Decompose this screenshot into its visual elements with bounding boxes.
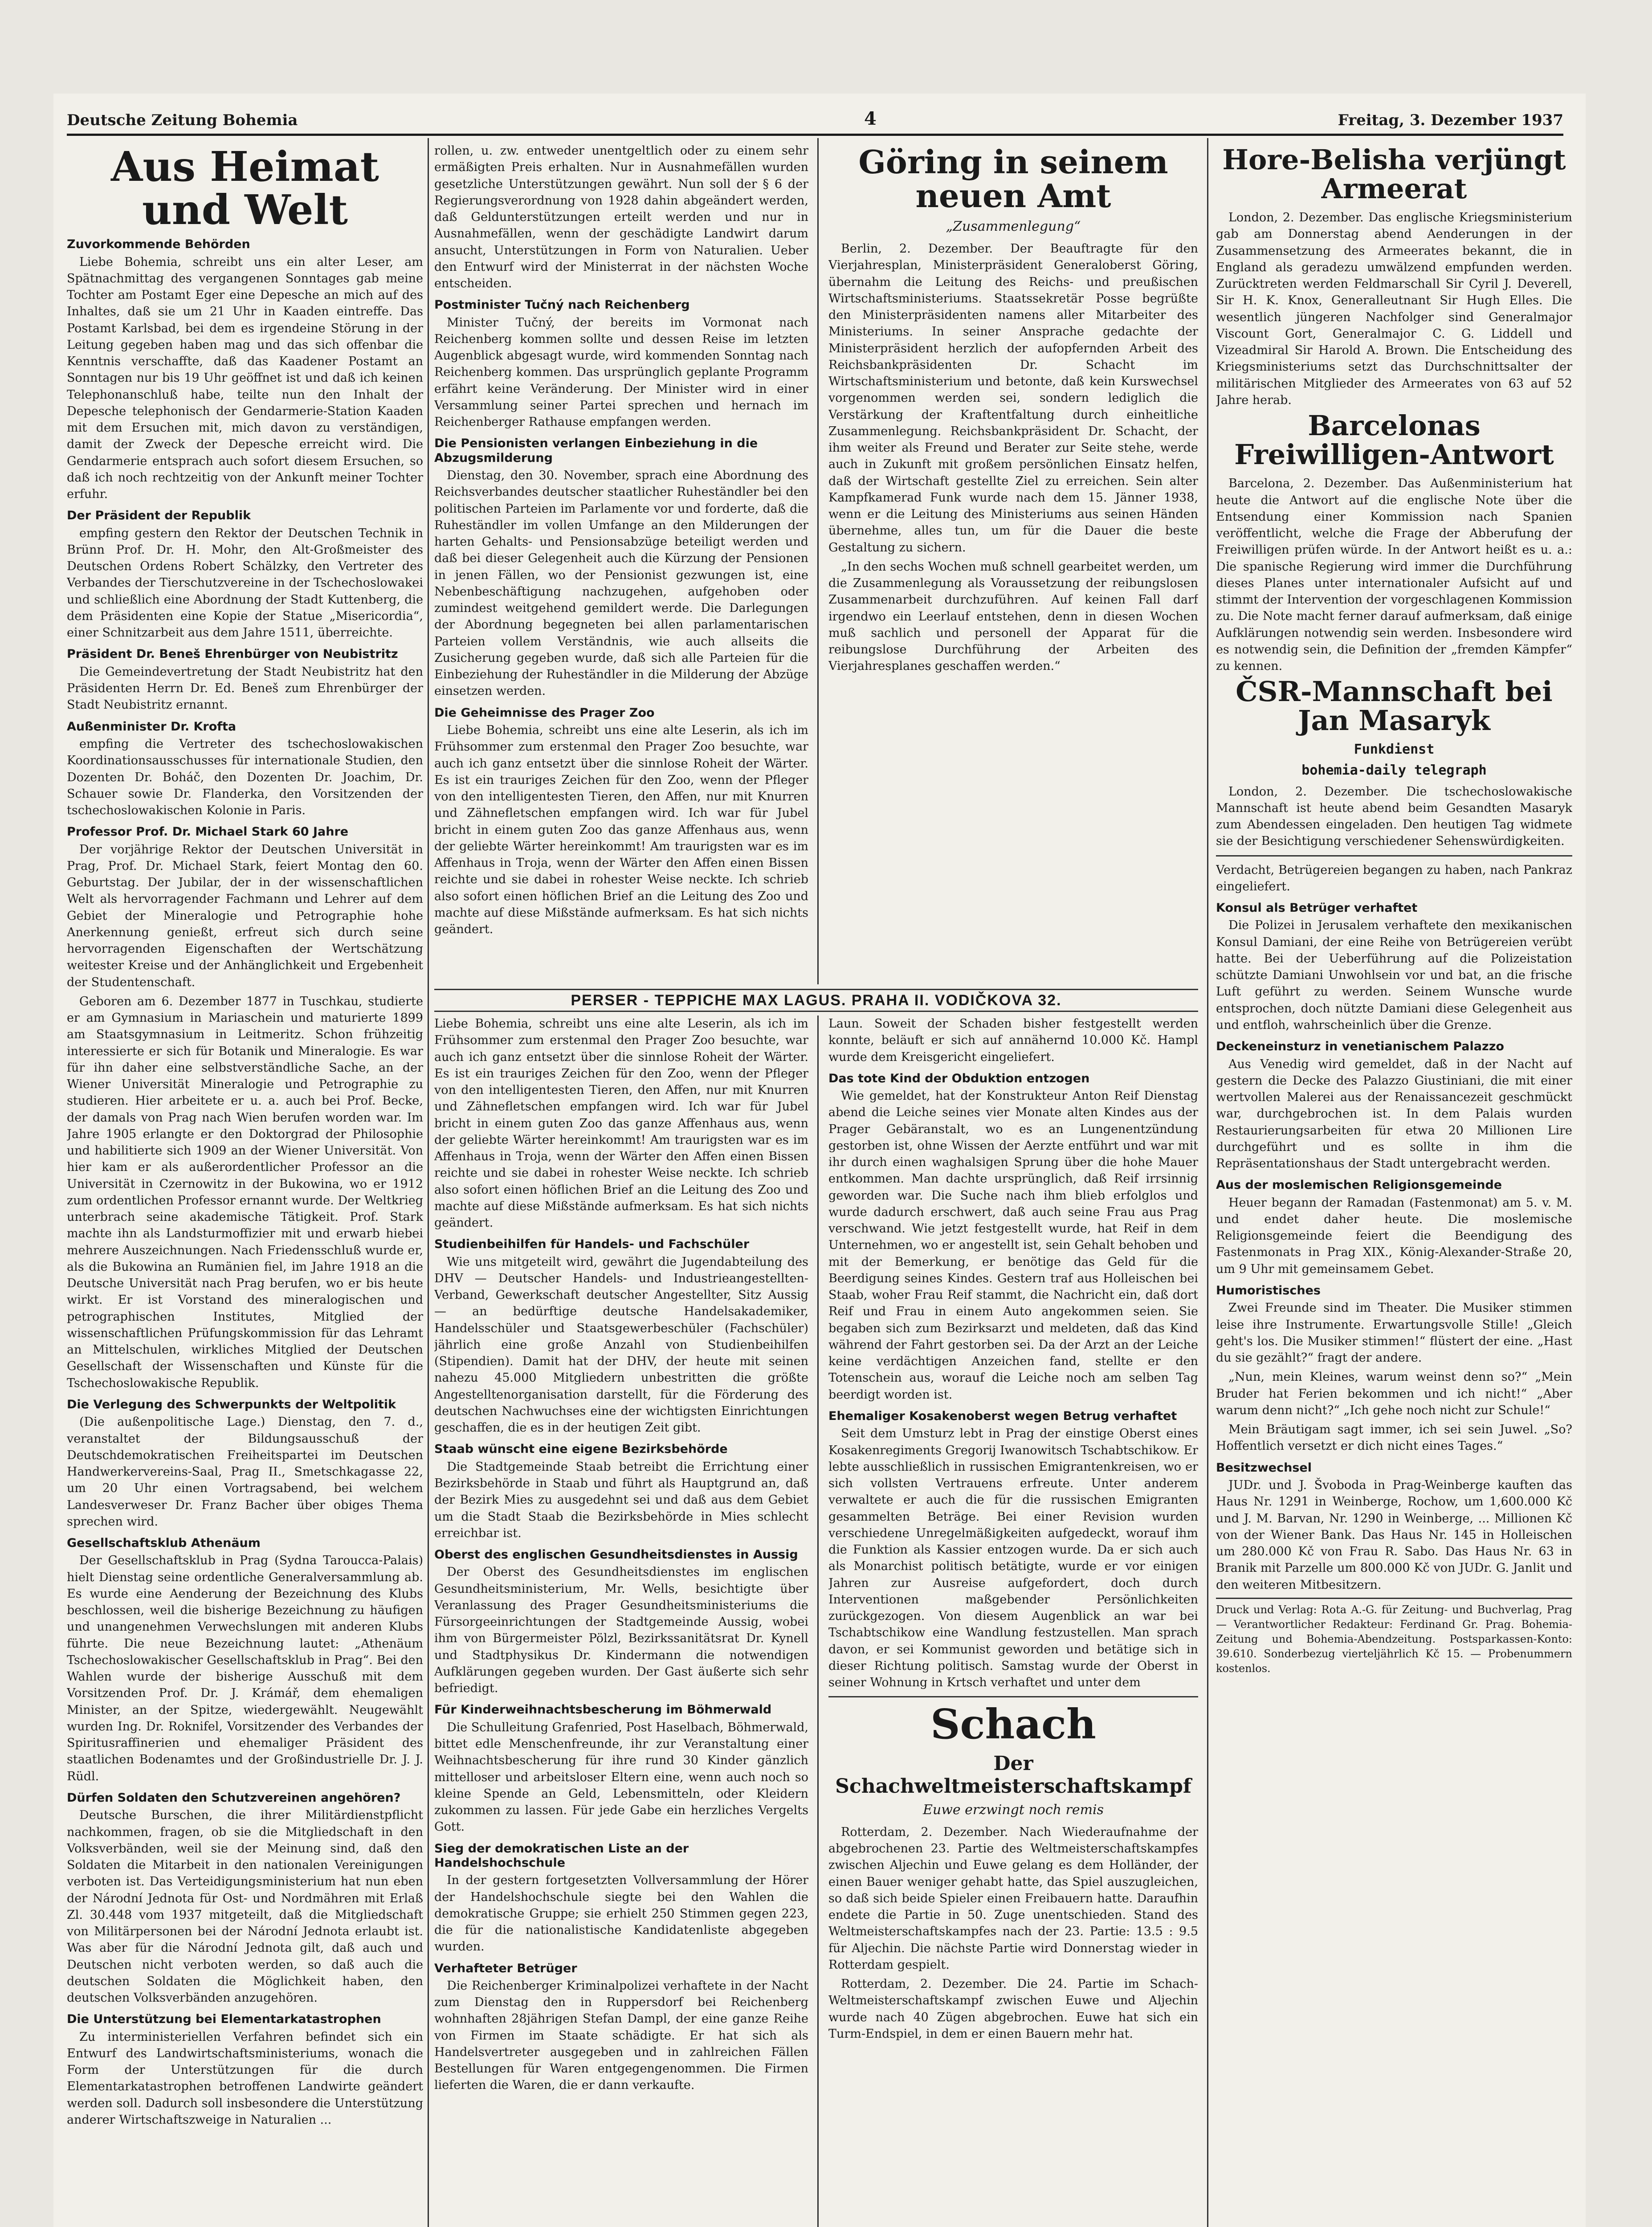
article-text: Der Oberst des Gesundheitsdienstes im englischen Gesundheitsministerium, Mr. Wells, besichtigte über Veranlassung des Prager Gesundheitsministeriums die Fürsorgeeinrichtungen der Stadtgemeinde Aussig, wobei ihm von Bürgermeister Pölzl, Bezirkssanitätsrat Dr. Kynell und Stadtphysikus Dr. Kindermann die notwendigen Aufklärungen gegeben wurden. Der Gast äußerte sich sehr befriedigt. (434, 1565, 808, 1696)
article-heading: Gesellschaftsklub Athenäum (67, 1536, 261, 1550)
article-text: Mein Bräutigam sagt immer, ich sei sein Juwel. „So? Hoffentlich versetzt er dich nicht eines Tages.“ (1216, 1423, 1572, 1453)
section-divider (1216, 855, 1572, 857)
article-heading: Verhafteter Betrüger (434, 1961, 577, 1975)
article-heading: Aus der moslemischen Religionsgemeinde (1216, 1178, 1502, 1192)
article-heading: Ehemaliger Kosakenoberst wegen Betrug verhaftet (828, 1409, 1177, 1423)
article-heading: Für Kinderweihnachtsbescherung im Böhmerwald (434, 1703, 772, 1717)
article-heading: Die Geheimnisse des Prager Zoo (434, 706, 655, 720)
section-divider (828, 1696, 1198, 1697)
article-heading: Der Präsident der Republik (67, 509, 251, 523)
article-title: Göring in seinem neuen Amt (858, 143, 1168, 215)
article-text: Wie gemeldet, hat der Konstrukteur Anton Reif Dienstag abend die Leiche seines vier Monate alten Kindes aus der Prager Gebäranstalt, wo es an Lungenentzündung gestorben ist, ohne Wissen der Aerzte entführt und war mit ihr durch einen waghalsigen Sprung über die hohe Mauer entkommen. Man dachte ursprünglich, daß Reif irrsinnig geworden war. Die Suche nach ihm blieb erfolglos und wurde dadurch erschwert, daß auch seine Frau aus Prag verschwand. Wie jetzt festgestellt wurde, hat Reif in dem Unternehmen, wo er angestellt ist, sein Gehalt behoben und mit der Bemerkung, er benötige das Geld für die Beerdigung seines Kindes. Gestern traf aus Holleischen bei Staab, woher Frau Reif stammt, die Nachricht ein, daß dort Reif und Frau in einem Auto angekommen seien. Sie begaben sich zum Bezirksarzt und meldeten, daß das Kind während der Fahrt gestorben sei. Da der Arzt an der Leiche keine verdächtigen Anzeichen fand, stellte er den Totenschein aus, worauf die Leiche noch am selben Tag beerdigt worden ist. (828, 1089, 1198, 1402)
article-text: Der vorjährige Rektor der Deutschen Universität in Prag, Prof. Dr. Michael Stark, feiert Montag den 60. Geburtstag. Der Jubilar, der in der wissenschaftlichen Welt als hervorragender Fachmann und Lehrer auf dem Gebiet der Mineralogie und Petrographie hohe Anerkennung genießt, erfreut sich durch seine hervorragenden Eigenschaften der Wertschätzung weitester Kreise und der Anhänglichkeit und Ergebenheit der Studentenschaft. (67, 842, 423, 989)
column-2 (434, 143, 808, 998)
article-text: Die Gemeindevertretung der Stadt Neubistritz hat den Präsidenten Herrn Dr. Ed. Beneš zum Ehrenbürger der Stadt Neubistritz ernannt. (67, 665, 423, 712)
column-rule (1207, 138, 1208, 2227)
article-text: Dienstag, den 30. November, sprach eine Abordnung des Reichsverbandes deutscher staatlicher Ruheständler bei den politischen Parteien im Parlamente vor und forderte, daß die Ruheständler im vollen Umfange an den Milderungen der harten Gehalts- und Pensionsabzüge beteiligt werden und daß bei dieser Gelegenheit auch die Kürzung der Pensionen in jenen Fällen, wo der Pensionist gezwungen ist, eine Nebenbeschäftigung nachzugehen, aufgehoben oder zumindest weitgehend gemildert werde. Die Darlegungen der Abordnung begegneten bei allen parlamentarischen Parteien vollem Verständnis, wie auch allseits die Zusicherung gegeben wurde, daß sich alle Parteien für die Einbeziehung der Ruheständler in die Milderung der Abzüge einsetzen werden. (434, 469, 808, 698)
column-3-lower (828, 1016, 1198, 2227)
article-text: Die Polizei in Jerusalem verhaftete den mexikanischen Konsul Damiani, der eine Reihe von Betrügereien verübt hatte. Bei der Ueberführung auf die Polizeistation schützte Damiani Unwohlsein vor und bat, an die frische Luft geführt zu werden. Seinem Wunsche wurde entsprochen, doch nützte Damiani diese Gelegenheit aus und entfloh, wahrscheinlich über die Grenze. (1216, 918, 1572, 1032)
article-text: Die Stadtgemeinde Staab betreibt die Errichtung einer Bezirksbehörde in Staab und führt als Hauptgrund an, daß der Bezirk Mies zu ausgedehnt sei und daß aus dem Gebiet um die Stadt Staab die Bezirksbehörde in Mies schlecht erreichbar ist. (434, 1460, 808, 1540)
article-text: Laun. Soweit der Schaden bisher festgestellt werden konnte, beläuft er sich auf annähernd 10.000 Kč. Hampl wurde dem Kreisgericht eingeliefert. (828, 1017, 1198, 1064)
article-text: Aus Venedig wird gemeldet, daß in der Nacht auf gestern die Decke des Palazzo Giustiniani, die mit einer wertvollen Malerei aus der Renaissancezeit geschmückt war, durchgebrochen ist. In dem Palais wurden Restaurierungsarbeiten für etwa 20 Millionen Lire durchgeführt und es sollte in ihm die Repräsentationshaus der Stadt untergebracht werden. (1216, 1057, 1572, 1171)
article-text: Wie uns mitgeteilt wird, gewährt die Jugendabteilung des DHV — Deutscher Handels- und Industrieangestellten-Verband, Gewerkschaft deutscher Angestellter, Sitz Aussig — an bedürftige deutsche Handelsakademiker, Handelsschüler und Staatsgewerbeschüler (Fachschüler) jährlich eine große Anzahl von Studienbeihilfen (Stipendien). Damit hat der DHV, der heute mit seinen nahezu 45.000 Mitgliedern unbestritten die größte Angestelltenorganisation darstellt, für die Förderung des deutschen Nachwuchses eine der wichtigsten Einrichtungen geschaffen, die es in der heutigen Zeit gibt. (434, 1255, 808, 1435)
article-text: Der Gesellschaftsklub in Prag (Sydna Taroucca-Palais) hielt Dienstag seine ordentliche Generalversammlung ab. Es wurde eine Aenderung der Bezeichnung des Klubs beschlossen, weil die bisherige Bezeichnung zu häufigen und unangenehmen Verwechslungen mit anderen Klubs führte. Die neue Bezeichnung lautet: „Athenäum Tschechoslowakischer Gesellschaftsklub in Prag“. Bei den Wahlen wurde der bisherige Ausschuß mit dem Vorsitzenden Prof. Dr. J. Krámář, dem ehemaligen Minister, an der Spitze, wiedergewählt. Neugewählt wurden Ing. Dr. Roknifel, Vorsitzender des Verbandes der Spiritusraffinerien und ehemaliger Präsident des staatlichen Bodenamtes und der Großindustrielle Dr. J. J. Rüdl. (67, 1554, 423, 1783)
article-heading: Postminister Tučný nach Reichenberg (434, 298, 690, 312)
wire-service-label: Funkdienst (1354, 741, 1435, 757)
article-text: „Nun, mein Kleines, warum weinst denn so?“ „Mein Bruder hat Ferien bekommen und ich nicht!“ „Aber warum denn nicht?“ „Ich gehe noch nicht zur Schule!“ (1216, 1370, 1572, 1417)
article-text: Minister Tučný, der bereits im Vormonat nach Reichenberg kommen sollte und dessen Reise im letzten Augenblick abgesagt wurde, wird kommenden Sonntag nach Reichenberg kommen. Das ursprünglich geplante Programm erfährt keine Veränderung. Der Minister wird in einer Versammlung seiner Partei sprechen und hernach im Reichenberger Rathause empfangen werden. (434, 315, 808, 429)
chess-title: Schach (930, 1700, 1096, 1749)
newspaper-name: Deutsche Zeitung Bohemia (67, 111, 298, 129)
article-heading: Besitzwechsel (1216, 1460, 1312, 1475)
column-3 (828, 143, 1198, 998)
article-heading: Die Pensionisten verlangen Einbeziehung in die Abzugsmilderung (434, 436, 758, 465)
column-rule (817, 138, 819, 984)
article-text: Liebe Bohemia, schreibt uns eine alte Leserin, als ich im Frühsommer zum erstenmal den Prager Zoo besuchte, war auch ich ganz entsetzt über die sinnlose Roheit der Wärter. Es ist ein trauriges Zeichen für den Zoo, wenn der Pfleger von den intelligentesten Tieren, den Affen, nur mit Knurren und Zähnefletschen empfangen wird. Ich war für Jubel bricht in einem guten Zoo das ganze Affenhaus aus, wenn der geliebte Wärter hereinkommt! Am traurigsten war es im Affenhaus in Troja, wenn der Wärter den Affen einen Bissen reichte und sie dabei in rohester Weise neckte. Ich schrieb also sofort einen höflichen Brief an die Leitung des Zoo und machte auf diese Mißstände aufmerksam. Es hat sich nichts geändert. (434, 723, 808, 937)
chess-subtitle: Der Schachweltmeisterschaftskampf (835, 1752, 1191, 1798)
article-text: JUDr. und J. Švoboda in Prag-Weinberge kauften das Haus Nr. 1291 in Weinberge, Rochow, um 1,600.000 Kč und J. M. Barvan, Nr. 1290 in Weinberge, ... Millionen Kč von der Wiener Bank. Das Haus Nr. 145 in Holleischen um 280.000 Kč von Frau R. Sabo. Das Haus Nr. 63 in Branik mit Parzelle um 800.000 Kč von JUDr. G. Janlit und den weiteren Mitbesitzern. (1216, 1478, 1572, 1592)
newspaper-page (53, 94, 1586, 2227)
article-heading: Professor Prof. Dr. Michael Stark 60 Jahre (67, 825, 349, 839)
article-text: empfing gestern den Rektor der Deutschen Technik in Brünn Prof. Dr. H. Mohr, den Alt-Großmeister des Deutschen Ordens Robert Schälzky, den Vertreter des Verbandes der Tierschutzvereine in der Tschechoslowakei und schließlich eine Abordnung der Stadt Kuttenberg, die dem Präsidenten eine Kopie der Statue „Misericordia“, einer Schnitzarbeit aus dem Jahre 1511, überreichte. (67, 526, 423, 640)
article-heading: Studienbeihilfen für Handels- und Fachschüler (434, 1237, 750, 1252)
article-text: Liebe Bohemia, schreibt uns ein alter Leser, am Spätnachmittag des vergangenen Sonntages gab meine Tochter am Postamt Eger eine Depesche an mich auf des Inhaltes, daß sie um 21 Uhr in Kaaden eintreffe. Das Postamt Karlsbad, bei dem es irgendeine Störung in der Leitung gegeben haben mag und das sich offenbar die Kenntnis verschaffte, daß das Kaadener Postamt an Sonntagen nur bis 19 Uhr geöffnet ist und daß ich keinen Telephonanschluß habe, teilte nun den Inhalt der Depesche telephonisch der Gendarmerie-Station Kaaden mit dem Ersuchen mit, mich davon zu verständigen, damit der Zweck der Depesche erreicht wird. Die Gendarmerie entsprach auch sofort diesem Ersuchen, so daß ich noch rechtzeitig von der Ankunft meiner Tochter erfuhr. (67, 255, 423, 502)
article-text: Heuer begann der Ramadan (Fastenmonat) am 5. v. M. und endet daher heute. Die moslemische Religionsgemeinde feiert die Beendigung des Fastenmonats in Prag XIX., König-Alexander-Straße 20, um 9 Uhr mit gemeinsamem Gebet. (1216, 1195, 1572, 1276)
article-text: Zu interministeriellen Verfahren befindet sich ein Entwurf des Landwirtschaftsministeriums, wonach die Form der Unterstützungen für die durch Elementarkatastrophen betroffenen Landwirte geändert werden soll. Dadurch soll insbesondere die Unterstützung anderer Wirtschaftszweige in Naturalien ... (67, 2030, 423, 2127)
article-text: „In den sechs Wochen muß schnell gearbeitet werden, um die Zusammenlegung als Voraussetzung der reibungslosen Zusammenarbeit durchzuführen. Auf keinen Fall darf irgendwo ein Leerlauf entstehen, denn in diesen Wochen muß sachlich und personell der Apparat für die reibungslose Durchführung der Arbeiten des Vierjahresplanes geschaffen werden.“ (828, 559, 1198, 673)
article-text: Barcelona, 2. Dezember. Das Außenministerium hat heute die Antwort auf die englische Note über die Entsendung einer Kommission nach Spanien veröffentlicht, welche die Frage der Abberufung der Freiwilligen prüfen würde. In der Antwort heißt es u. a.: Die spanische Regierung wird immer die Durchführung dieses Planes unter internationaler Aufsicht auf und stimmt der Intervention der vorgeschlagenen Kommission zu. Die Note macht ferner darauf aufmerksam, daß einige Aufklärungen notwendig sein werden. Insbesondere wird es notwendig sein, die Definition der „fremden Kämpfer“ zu kennen. (1216, 477, 1572, 673)
article-text: Die Schulleitung Grafenried, Post Haselbach, Böhmerwald, bittet edle Menschenfreunde, ihr zur Veranstaltung einer Weihnachtsbescherung für ihre rund 30 Kinder gänzlich mittelloser und arbeitsloser Eltern eine, wenn auch noch so kleine Spende an Geld, Lebensmitteln, oder Kleidern zukommen zu lassen. Für jede Gabe ein herzliches Vergelts Gott. (434, 1720, 808, 1834)
article-heading: Humoristisches (1216, 1283, 1321, 1297)
article-text: empfing die Vertreter des tschechoslowakischen Koordinationsausschusses für internationale Studien, den Dozenten Dr. Boháč, den Dozenten Dr. Joachim, Dr. Schauer sowie Dr. Flanderka, den Vorsitzenden der tschechoslowakischen Kolonie in Paris. (67, 737, 423, 817)
page-number: 4 (864, 108, 877, 129)
article-heading: Oberst des englischen Gesundheitsdienstes in Aussig (434, 1548, 798, 1562)
article-heading: Zuvorkommende Behörden (67, 237, 250, 252)
article-heading: Staab wünscht eine eigene Bezirksbehörde (434, 1442, 728, 1456)
imprint (1216, 1598, 1572, 1676)
section-title: Aus Heimat und Welt (111, 143, 379, 234)
article-heading: Dürfen Soldaten den Schutzvereinen angehören? (67, 1791, 401, 1805)
imprint-text: Druck und Verlag: Rota A.-G. für Zeitung- und Buchverlag, Prag — Verantwortlicher Redakteur: Ferdinand Gr. Prag. Bohemia-Zeitung und Bohemia-Abendzeitung. Postsparkassen-Konto: 39.610. Sonderbezug vierteljährlich Kč 15. — Probenummern kostenlos. (1216, 1603, 1572, 1675)
column-rule (817, 1016, 819, 2227)
issue-date: Freitag, 3. Dezember 1937 (1338, 111, 1563, 129)
article-text: Berlin, 2. Dezember. Der Beauftragte für den Vierjahresplan, Ministerpräsident Generaloberst Göring, übernahm die Leitung des Reichs- und preußischen Wirtschaftsministeriums. Staatssekretär Posse begrüßte den Ministerpräsidenten namens aller Mitarbeiter des Ministeriums. In seiner Ansprache gedachte der Ministerpräsident herzlich der aufopfernden Arbeit des Reichsbankpräsidenten Dr. Schacht im Wirtschaftsministerium und betonte, daß kein Kurswechsel vorgenommen werden sei, sondern lediglich die Verstärkung der Kraftentfaltung durch einheitliche Zusammenlegung. Reichsbankpräsident Dr. Schacht, der ihm weiter als Freund und Berater zur Seite stehe, werde auch in Zukunft mit großem persönlichen Einsatz helfen, daß der Wirtschaft gestellte Ziel zu erreichen. Sein alter Kampfkamerad Funk wurde nach dem 15. Jänner 1938, wenn er die Leitung des Ministeriums aus seinen Händen übernehme, alles tun, um für die Dauer die beste Gestaltung zu sichern. (828, 242, 1198, 555)
article-heading: Das tote Kind der Obduktion entzogen (828, 1071, 1090, 1085)
article-text: Die Reichenberger Kriminalpolizei verhaftete in der Nacht zum Dienstag den in Ruppersdorf bei Reichenberg wohnhaften 28jährigen Stefan Dampl, der eine ganze Reihe von Firmen im Staate schädigte. Er hat sich als Handelsvertreter ausgegeben und in zahlreichen Fällen Bestellungen für Waren entgegengenommen. Die Firmen lieferten die Waren, die er dann verkaufte. (434, 1978, 808, 2092)
column-rule (428, 138, 429, 2227)
wire-service-name: bohemia-daily telegraph (1301, 762, 1487, 778)
article-title: Hore-Belisha verjüngt Armeerat (1222, 143, 1566, 205)
article-text: Liebe Bohemia, schreibt uns eine alte Leserin, als ich im Frühsommer zum erstenmal den Prager Zoo besuchte, war auch ich ganz entsetzt über die sinnlose Roheit der Wärter. Es ist ein trauriges Zeichen für den Zoo, wenn der Pfleger von den intelligentesten Tieren, den Affen, nur mit Knurren und Zähnefletschen empfangen wird. Ich war für Jubel bricht in einem guten Zoo das ganze Affenhaus aus, wenn der geliebte Wärter hereinkommt! Am traurigsten war es im Affenhaus in Troja, wenn der Wärter den Affen einen Bissen reichte und sie dabei in rohester Weise neckte. Ich schrieb also sofort einen höflichen Brief an die Leitung des Zoo und machte auf diese Mißstände aufmerksam. Es hat sich nichts geändert. (434, 1017, 808, 1230)
article-text: Rotterdam, 2. Dezember. Nach Wiederaufnahme der abgebrochenen 23. Partie des Weltmeisterschaftskampfes zwischen Aljechin und Euwe gelang es dem Holländer, der einen Bauer weniger gehabt hatte, das Spiel auszugleichen, so daß sich beide Spieler einen Freibauern hatte. Daraufhin endete die Partie in 50. Zuge unentschieden. Stand des Weltmeisterschaftskampfes nach der 23. Partie: 13.5 : 9.5 für Aljechin. Die nächste Partie wird Donnerstag wieder in Rotterdam gespielt. (828, 1825, 1198, 1972)
article-subtitle: „Zusammenlegung“ (946, 219, 1081, 235)
article-heading: Außenminister Dr. Krofta (67, 719, 237, 734)
article-heading: Die Unterstützung bei Elementarkatastrophen (67, 2012, 381, 2027)
article-text: Geboren am 6. Dezember 1877 in Tuschkau, studierte er am Gymnasium in Mariaschein und maturierte 1899 am Staatsgymnasium in Leitmeritz. Schon frühzeitig interessierte er sich für Botanik und Mineralogie. Es war für ihn daher eine selbstverständliche Sache, an der Wiener Universität Mineralogie und Petrographie zu studieren. Hier arbeitete er u. a. auch bei Prof. Becke, der damals von Prag nach Wien berufen worden war. Im Jahre 1905 erlangte er den Doktorgrad der Philosophie und habilitierte sich 1909 an der Wiener Universität. Von hier kam er als außerordentlicher Professor an die Universität in Czernowitz in der Bukowina, wo er 1912 zum ordentlichen Professor ernannt wurde. Der Weltkrieg unterbrach seine akademische Tätigkeit. Prof. Stark machte ihn als Landsturmoffizier mit und erwarb hiebei mehrere Auszeichnungen. Nach Friedensschluß wurde er, als die Bukowina an Rumänien fiel, im Jahre 1918 an die Deutsche Universität nach Prag berufen, wo er bis heute wirkt. Er ist Vorstand des mineralogischen und petrographischen Institutes, Mitglied der wissenschaftlichen Prüfungskommission für das Lehramt an Mittelschulen, wirkliches Mitglied der Deutschen Gesellschaft der Wissenschaften und Künste für die Tschechoslowakische Republik. (67, 994, 423, 1390)
chess-subline: Euwe erzwingt noch remis (922, 1802, 1104, 1818)
article-text: London, 2. Dezember. Das englische Kriegsministerium gab am Donnerstag abend Aenderungen in der Zusammensetzung des Armeerates bekannt, die in England als geradezu umwälzend empfunden werden. Zurücktreten werden Feldmarschall Sir Cyril J. Deverell, Sir H. K. Knox, Generalleutnant Sir Hugh Elles. Die wesentlich jüngeren Nachfolger sind Generalmajor Viscount Gort, Generalmajor C. G. Liddell und Vizeadmiral Sir Harold A. Brown. Die Entscheidung des Kriegsministeriums setzt das Durchschnittsalter der militärischen Mitglieder des Armeerates von 63 auf 52 Jahre herab. (1216, 211, 1572, 407)
column-1 (67, 143, 423, 2227)
article-text: Zwei Freunde sind im Theater. Die Musiker stimmen leise ihre Instrumente. Erwartungsvolle Stille! „Gleich geht's los. Die Musiker stimmen!“ flüstert der eine. „Hast du sie gezählt?“ fragt der andere. (1216, 1301, 1572, 1365)
article-heading: Konsul als Betrüger verhaftet (1216, 901, 1418, 915)
article-title: Barcelonas Freiwilligen-Antwort (1234, 409, 1554, 471)
article-text: Seit dem Umsturz lebt in Prag der einstige Oberst eines Kosakenregiments Gregorij Iwanowitsch Tschabtschikow. Er lebte ausschließlich in russischen Emigrantenkreisen, wo er sich vollsten Vertrauens erfreute. Unter anderem verwaltete er auch die für die russischen Emigranten gesammelten Beträge. Bei einer Revision wurden verschiedene Unregelmäßigkeiten aufgedeckt, worauf ihm die Funktion als Kassier entzogen wurde. Da er sich auch als Monarchist politisch betätigte, wurde er vor einigen Jahren zur Ausreise aufgefordert, doch durch Interventionen maßgebender Persönlichkeiten zurückgezogen. Von diesem Augenblick an war bei Tschabtschikow eine Wandlung festzustellen. Man sprach davon, er sei Kommunist geworden und betätige sich in dieser Richtung politisch. Samstag wurde der Oberst in seiner Wohnung in Krtsch verhaftet und unter dem (828, 1427, 1198, 1690)
article-text: London, 2. Dezember. Die tschechoslowakische Mannschaft ist heute abend beim Gesandten Masaryk zum Abendessen eingeladen. Den heutigen Tag widmete sie der Besichtigung verschiedener Sehenswürdigkeiten. (1216, 784, 1572, 848)
article-text: Deutsche Burschen, die ihrer Militärdienstpflicht nachkommen, fragen, ob sie die Mitgliedschaft in den Volksverbänden, weil sie der Meinung sind, daß den Soldaten die Mitarbeit in den nationalen Vereinigungen verboten ist. Das Verteidigungsministerium hat nun eben der Národní Jednota für Ost- und Nordmähren mit Erlaß Zl. 30.448 vom 1937 mitgeteilt, daß die Mitgliedschaft von Militärpersonen bei der Národní Jednota erlaubt ist. Was aber für die Národní Jednota gilt, daß auch und Deutschen nicht verboten werden, so daß auch die deutschen Soldaten die Möglichkeit haben, den deutschen Volksverbänden anzugehören. (67, 1808, 423, 2005)
article-text: rollen, u. zw. entweder unentgeltlich oder zu einem sehr ermäßigten Preis erhalten. Nur in Ausnahmefällen wurden gesetzliche Unterstützungen gewährt. Nun soll der § 6 der Regierungsverordnung von 1928 dahin abgeändert werden, daß Geldunterstützungen erteilt werden und nur in Ausnahmefällen, wenn der geschädigte Landwirt darum ansucht, Unterstützungen in Form von Naturalien. Ueber den Entwurf wird der Ministerrat in der nächsten Woche entscheiden. (434, 144, 808, 290)
article-heading: Sieg der demokratischen Liste an der Handelshochschule (434, 1841, 689, 1870)
article-text: (Die außenpolitische Lage.) Dienstag, den 7. d., veranstaltet der Bildungsausschuß der Deutschdemokratischen Freiheitspartei im Deutschen Handwerkervereins-Saal, Prag II., Smetschkagasse 22, um 20 Uhr einen Vortragsabend, bei welchem Landesverweser Dr. Franz Bacher über obiges Thema sprechen wird. (67, 1415, 423, 1529)
article-text: Rotterdam, 2. Dezember. Die 24. Partie im Schach-Weltmeisterschaftskampf zwischen Euwe und Aljechin wurde nach 40 Zügen abgebrochen. Euwe hat sich ein Turm-Endspiel, in dem er einen Bauern mehr hat. (828, 1977, 1198, 2041)
page-header (67, 102, 1563, 136)
advertisement-banner: PERSER - TEPPICHE MAX LAGUS. PRAHA II. VODIČKOVA 32. (434, 989, 1198, 1012)
article-text: Verdacht, Betrügereien begangen zu haben, nach Pankraz eingeliefert. (1216, 863, 1572, 893)
article-heading: Die Verlegung des Schwerpunkts der Weltpolitik (67, 1397, 396, 1411)
article-title: ČSR-Mannschaft bei Jan Masaryk (1236, 675, 1553, 737)
column-4 (1216, 143, 1572, 2227)
article-heading: Präsident Dr. Beneš Ehrenbürger von Neubistritz (67, 647, 398, 661)
column-2-lower (434, 1016, 808, 2227)
article-heading: Deckeneinsturz in venetianischem Palazzo (1216, 1040, 1504, 1054)
article-text: In der gestern fortgesetzten Vollversammlung der Hörer der Handelshochschule siegte bei den Wahlen die demokratische Gruppe; sie erhielt 250 Stimmen gegen 223, die für die nationalistische Kandidatenliste abgegeben wurden. (434, 1873, 808, 1954)
